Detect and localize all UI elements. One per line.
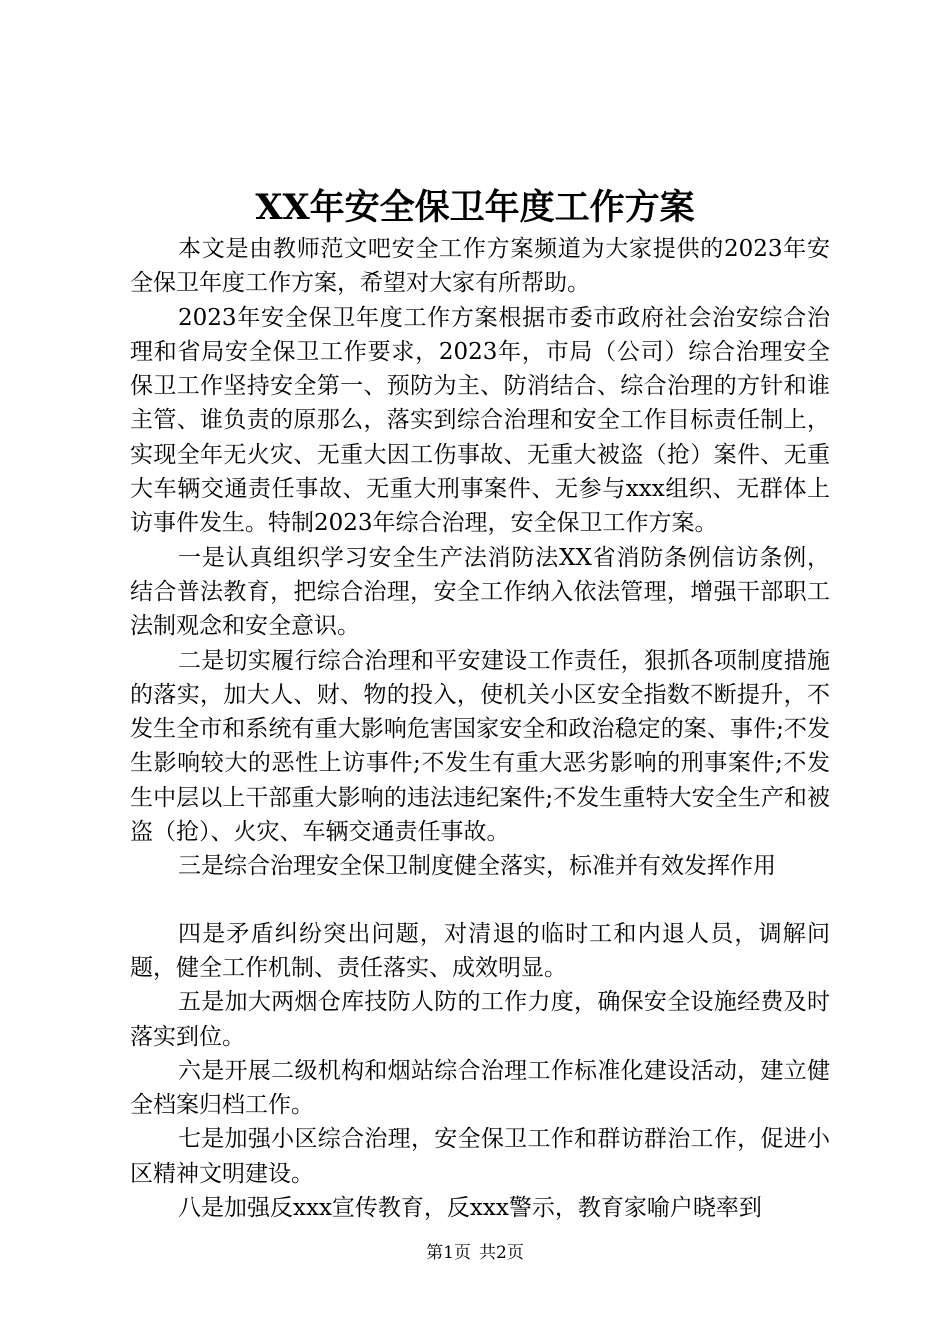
paragraph-item-3: 三是综合治理安全保卫制度健全落实，标准并有效发挥作用 xyxy=(178,853,776,880)
paragraph-item-4: 四是矛盾纠纷突出问题，对清退的临时工和内退人员，调解问题，健全工作机制、责任落实、成效明显。 xyxy=(130,920,830,981)
document-body xyxy=(130,232,830,1225)
page-footer xyxy=(0,1241,950,1265)
paragraph-intro: 本文是由教师范文吧安全工作方案频道为大家提供的2023年安全保卫年度工作方案，希望对大家有所帮助。 xyxy=(130,236,830,297)
paragraph-item-1: 一是认真组织学习安全生产法消防法XX省消防条例信访条例，结合普法教育，把综合治理，安全工作纳入依法管理，增强干部职工法制观念和安全意识。 xyxy=(130,544,830,640)
paragraph-spacer xyxy=(130,884,830,917)
paragraph-item-7: 七是加强小区综合治理，安全保卫工作和群访群治工作，促进小区精神文明建设。 xyxy=(130,1126,830,1187)
page-number: 第1页 xyxy=(426,1243,471,1263)
document-title: XX年安全保卫年度工作方案 xyxy=(255,187,695,228)
paragraph-item-6: 六是开展二级机构和烟站综合治理工作标准化建设活动，建立健全档案归档工作。 xyxy=(130,1057,830,1119)
paragraph-overview: 2023年安全保卫年度工作方案根据市委市政府社会治安综合治理和省局安全保卫工作要求，2023年，市局（公司）综合治理安全保卫工作坚持安全第一、预防为主、防消结合、综合治理的方针和谁主管、谁负责的原那么，落实到综合治理和安全工作目标责任制上，实现全年无火灾、无重大因工伤事故、无重大被盗（抢）案件、无重大车辆交通责任事故、无重大刑事案件、无参与xxx组织、无群体上访事件发生。特制2023年综合治理，安全保卫工作方案。 xyxy=(130,304,830,537)
paragraph-item-8: 八是加强反xxx宣传教育，反xxx警示，教育家喻户晓率到 xyxy=(178,1195,762,1222)
paragraph-item-5: 五是加大两烟仓库技防人防的工作力度，确保安全设施经费及时落实到位。 xyxy=(130,989,830,1050)
paragraph-item-2: 二是切实履行综合治理和平安建设工作责任，狠抓各项制度措施的落实，加大人、财、物的投入，使机关小区安全指数不断提升，不发生全市和系统有重大影响危害国家安全和政治稳定的案、事件;不发生影响较大的恶性上访事件;不发生有重大恶劣影响的刑事案件;不发生中层以上干部重大影响的违法违纪案件;不发生重特大安全生产和被盗（抢）、火灾、车辆交通责任事故。 xyxy=(130,647,830,846)
page-total: 共2页 xyxy=(479,1243,524,1263)
